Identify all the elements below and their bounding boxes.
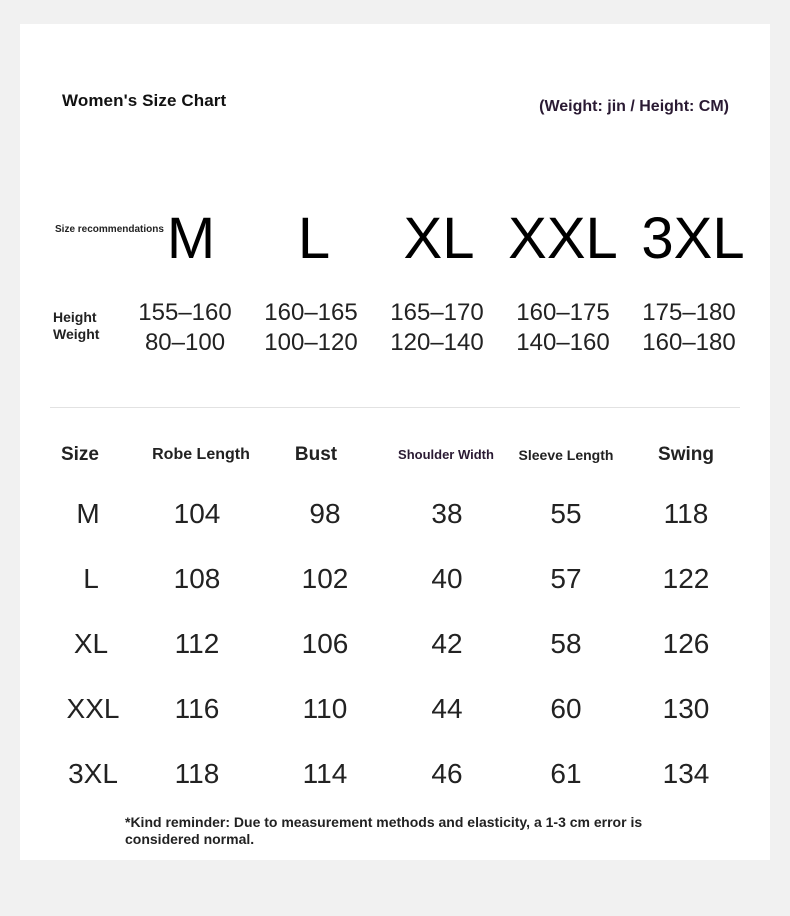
weight-range: 120–140	[390, 329, 484, 356]
table-cell-swing: 122	[662, 563, 710, 594]
table-cell-sleeve-length: 60	[550, 693, 582, 724]
table-cell-shoulder-width: 46	[431, 758, 463, 789]
height-weight-xxl	[498, 298, 628, 358]
height-range: 160–175	[516, 299, 610, 326]
recommended-size-3xl: 3XL	[641, 206, 745, 271]
height-weight-3xl	[624, 298, 754, 358]
table-cell-swing: 118	[663, 498, 709, 529]
height-range: 165–170	[390, 299, 484, 326]
recommended-size-xxl: XXL	[508, 206, 618, 271]
height-weight-label	[53, 309, 99, 343]
table-cell-bust: 102	[301, 563, 349, 594]
table-cell-size: XL	[73, 628, 109, 659]
table-cell-sleeve-length: 58	[550, 628, 582, 659]
table-cell-shoulder-width: 42	[431, 628, 463, 659]
height-weight-xl	[372, 298, 502, 358]
table-cell-size: L	[83, 563, 99, 594]
table-cell-sleeve-length: 55	[550, 498, 582, 529]
table-cell-bust: 106	[301, 628, 349, 659]
table-cell-robe-length: 116	[174, 693, 220, 724]
table-cell-shoulder-width: 40	[431, 563, 463, 594]
table-header-swing: Swing	[658, 444, 714, 465]
table-cell-bust: 114	[302, 758, 348, 789]
table-cell-sleeve-length: 61	[550, 758, 582, 789]
table-cell-size: 3XL	[68, 758, 118, 789]
recommended-size-m: M	[166, 206, 216, 271]
table-header-shoulder-width: Shoulder Width	[398, 447, 494, 462]
weight-range: 100–120	[264, 329, 358, 356]
table-cell-size: XXL	[66, 693, 120, 724]
table-header-robe-length: Robe Length	[152, 446, 250, 463]
height-label: Height	[53, 309, 97, 325]
table-cell-robe-length: 112	[174, 628, 220, 659]
section-divider	[50, 407, 740, 408]
table-cell-shoulder-width: 44	[431, 693, 463, 724]
weight-label: Weight	[53, 326, 100, 342]
height-weight-l	[246, 298, 376, 358]
recommended-size-l: L	[297, 206, 331, 271]
size-chart-card	[20, 24, 770, 860]
measurement-reminder: *Kind reminder: Due to measurement methods and elasticity, a 1-3 cm error is considered normal.	[125, 814, 643, 847]
height-weight-m	[120, 298, 250, 358]
page-title: Women's Size Chart	[62, 91, 227, 110]
table-header-size: Size	[60, 444, 100, 465]
weight-range: 160–180	[642, 329, 736, 356]
table-cell-bust: 110	[302, 693, 348, 724]
table-cell-bust: 98	[309, 498, 341, 529]
weight-range: 80–100	[144, 329, 226, 356]
height-range: 155–160	[138, 299, 232, 326]
table-header-bust: Bust	[294, 444, 338, 465]
table-cell-sleeve-length: 57	[550, 563, 582, 594]
table-cell-swing: 126	[662, 628, 710, 659]
recommended-size-xl: XL	[403, 206, 475, 271]
table-header-sleeve-length: Sleeve Length	[518, 447, 614, 463]
table-cell-swing: 134	[662, 758, 710, 789]
height-range: 175–180	[642, 299, 736, 326]
table-cell-size: M	[76, 498, 100, 529]
table-cell-robe-length: 108	[173, 563, 221, 594]
table-cell-swing: 130	[662, 693, 710, 724]
size-recommendations-text: Size recommendations	[55, 224, 164, 235]
table-cell-shoulder-width: 38	[431, 498, 463, 529]
table-cell-robe-length: 118	[174, 758, 220, 789]
height-range: 160–165	[264, 299, 358, 326]
units-note: (Weight: jin / Height: CM)	[539, 98, 729, 115]
table-cell-robe-length: 104	[173, 498, 221, 529]
weight-range: 140–160	[516, 329, 610, 356]
